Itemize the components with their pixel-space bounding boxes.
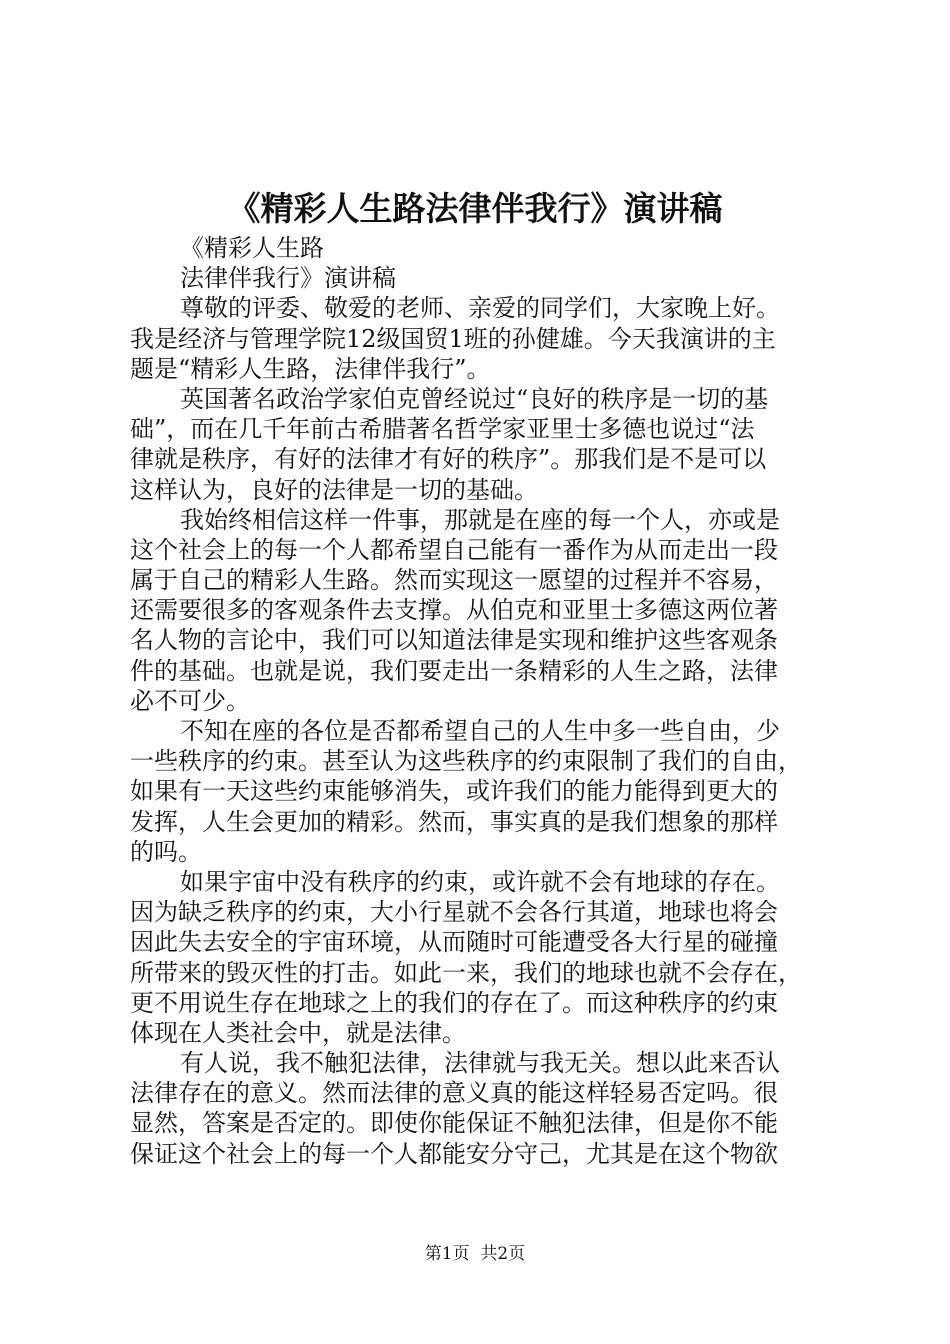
body-line: 必不可少。 — [130, 686, 250, 715]
body-line: 如果有一天这些约束能够消失，或许我们的能力能得到更大的 — [130, 777, 778, 806]
body-line: 属于自己的精彩人生路。然而实现这一愿望的过程并不容易， — [130, 566, 778, 595]
body-line: 法律伴我行》演讲稿 — [180, 264, 396, 293]
body-line: 这个社会上的每一个人都希望自己能有一番作为从而走出一段 — [130, 535, 778, 564]
body-line: 一些秩序的约束。甚至认为这些秩序的约束限制了我们的自由， — [130, 747, 802, 776]
document-title: 《精彩人生路法律伴我行》演讲稿 — [227, 189, 723, 228]
body-line: 础”，而在几千年前古希腊著名哲学家亚里士多德也说过“法 — [130, 415, 755, 444]
body-line: 律就是秩序，有好的法律才有好的秩序”。那我们是不是可以 — [130, 445, 767, 474]
body-line: 不知在座的各位是否都希望自己的人生中多一些自由，少 — [180, 717, 780, 745]
body-line: 《精彩人生路 — [180, 234, 324, 262]
body-line: 题是“精彩人生路，法律伴我行”。 — [130, 354, 491, 383]
page-footer: 第1页 共2页 — [424, 1244, 526, 1264]
body-line: 所带来的毁灭性的打击。如此一来，我们的地球也就不会存在， — [130, 958, 802, 987]
body-line: 我是经济与管理学院12级国贸1班的孙健雄。今天我演讲的主 — [130, 324, 776, 353]
body-line: 的吗。 — [130, 837, 202, 866]
body-line: 这样认为，良好的法律是一切的基础。 — [130, 475, 538, 504]
body-line: 因此失去安全的宇宙环境，从而随时可能遭受各大行星的碰撞 — [130, 928, 778, 957]
body-line: 我始终相信这样一件事，那就是在座的每一个人，亦或是 — [180, 505, 780, 534]
body-line: 有人说，我不触犯法律，法律就与我无关。想以此来否认 — [180, 1049, 780, 1078]
body-line: 件的基础。也就是说，我们要走出一条精彩的人生之路，法律 — [130, 656, 778, 685]
body-line: 体现在人类社会中，就是法律。 — [130, 1018, 466, 1047]
body-line: 更不用说生存在地球之上的我们的存在了。而这种秩序的约束 — [130, 988, 778, 1017]
body-line: 因为缺乏秩序的约束，大小行星就不会各行其道，地球也将会 — [130, 898, 778, 927]
body-line: 如果宇宙中没有秩序的约束，或许就不会有地球的存在。 — [180, 867, 780, 896]
document-body — [130, 233, 832, 1169]
body-line: 英国著名政治学家伯克曾经说过“良好的秩序是一切的基 — [180, 384, 769, 413]
body-line: 法律存在的意义。然而法律的意义真的能这样轻易否定吗。很 — [130, 1079, 778, 1108]
body-line: 还需要很多的客观条件去支撑。从伯克和亚里士多德这两位著 — [130, 596, 778, 625]
body-line: 保证这个社会上的每一个人都能安分守己，尤其是在这个物欲 — [130, 1139, 778, 1168]
body-line: 尊敬的评委、敬爱的老师、亲爱的同学们，大家晚上好。 — [180, 294, 780, 323]
body-line: 显然，答案是否定的。即使你能保证不触犯法律，但是你不能 — [130, 1109, 778, 1138]
body-line: 名人物的言论中，我们可以知道法律是实现和维护这些客观条 — [130, 626, 778, 655]
body-line: 发挥，人生会更加的精彩。然而，事实真的是我们想象的那样 — [130, 807, 778, 836]
